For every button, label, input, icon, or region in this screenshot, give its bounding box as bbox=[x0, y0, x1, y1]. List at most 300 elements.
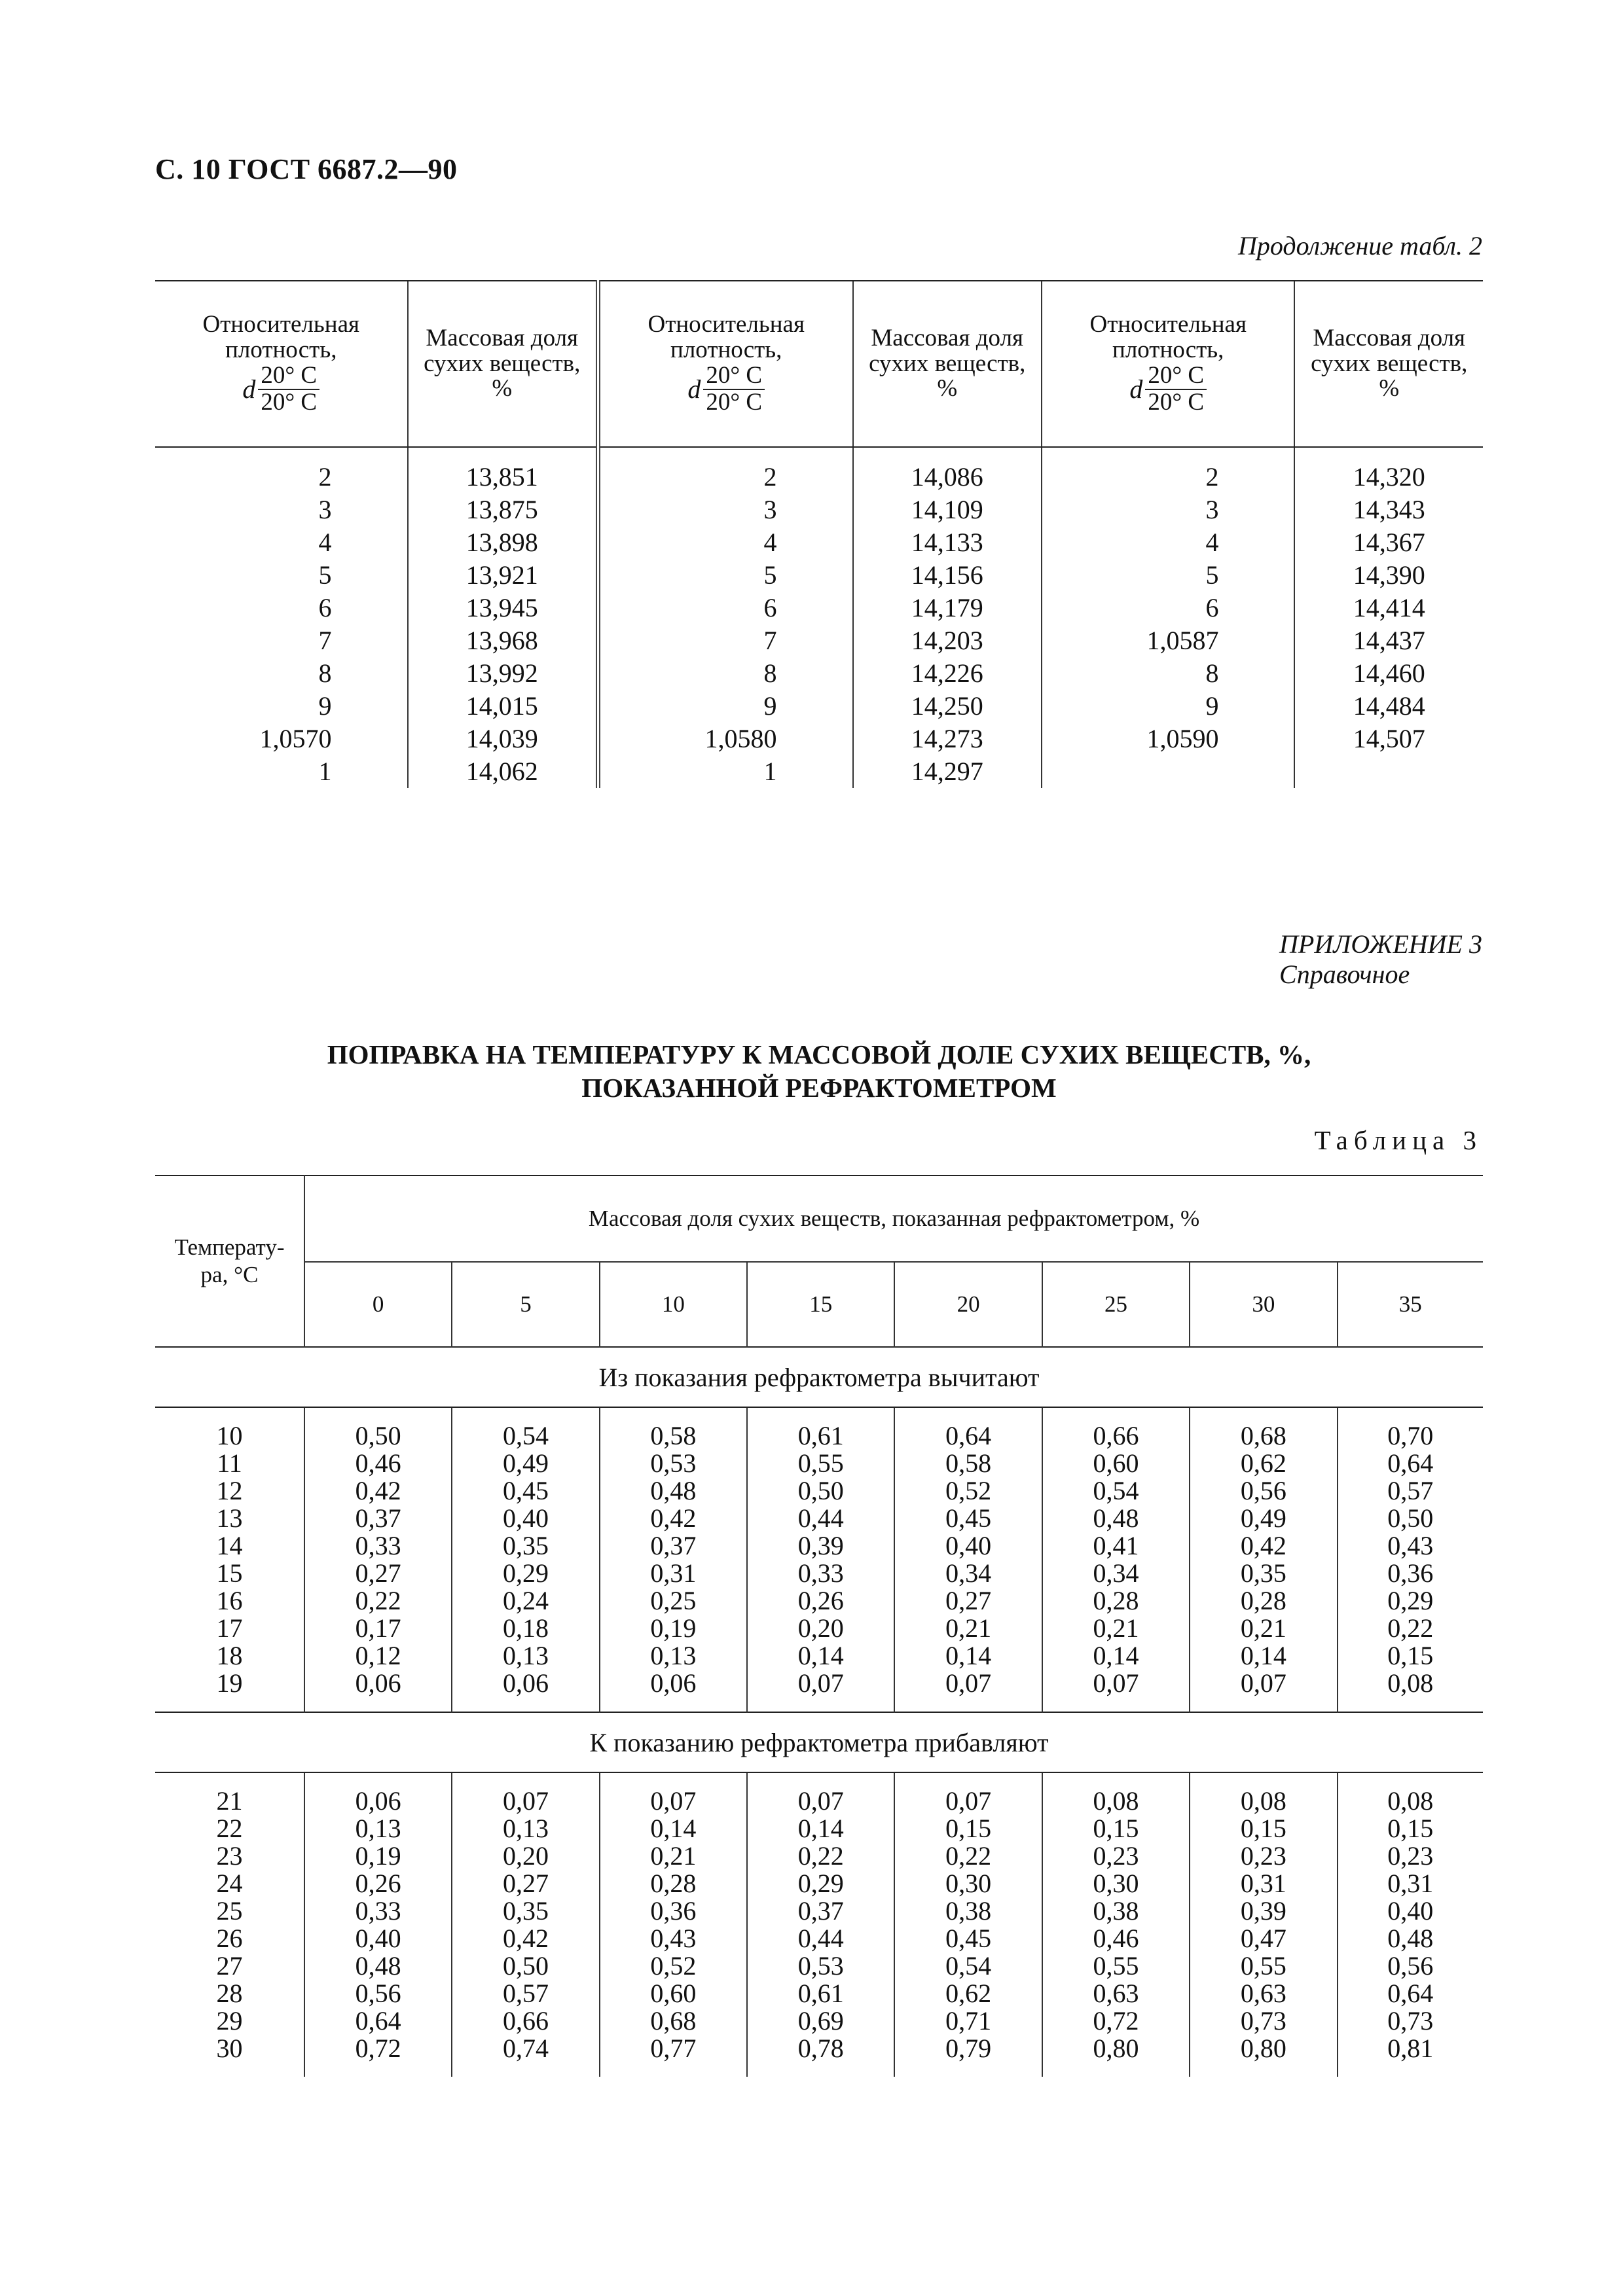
table-row bbox=[155, 1815, 1483, 1842]
correction-cell: 0,62 bbox=[894, 1980, 1042, 2007]
density-cell: 8 bbox=[598, 657, 852, 690]
mass-cell: 13,992 bbox=[408, 657, 598, 690]
table-row bbox=[155, 723, 1483, 755]
mass-cell: 14,015 bbox=[408, 690, 598, 723]
correction-cell: 0,29 bbox=[452, 1560, 599, 1587]
correction-cell: 0,40 bbox=[1338, 1897, 1483, 1925]
table-row bbox=[155, 1642, 1483, 1670]
correction-cell: 0,23 bbox=[1042, 1842, 1190, 1870]
mass-cell: 14,297 bbox=[853, 755, 1042, 788]
temperature-cell: 19 bbox=[155, 1670, 304, 1697]
correction-cell: 0,54 bbox=[452, 1422, 599, 1450]
column-header: 20 bbox=[894, 1262, 1042, 1347]
correction-cell: 0,07 bbox=[894, 1670, 1042, 1697]
correction-cell: 0,42 bbox=[600, 1505, 747, 1532]
correction-cell: 0,54 bbox=[894, 1952, 1042, 1980]
page-header: С. 10 ГОСТ 6687.2—90 bbox=[155, 153, 458, 185]
density-cell: 7 bbox=[598, 624, 852, 657]
correction-cell: 0,55 bbox=[747, 1450, 894, 1477]
density-header-line-1: Относительная bbox=[1089, 311, 1247, 338]
density-symbol: d bbox=[242, 374, 256, 404]
correction-cell: 0,66 bbox=[1042, 1422, 1190, 1450]
correction-cell: 0,22 bbox=[1338, 1615, 1483, 1642]
temperature-cell: 22 bbox=[155, 1815, 304, 1842]
correction-cell: 0,35 bbox=[452, 1532, 599, 1560]
table-row bbox=[155, 1670, 1483, 1697]
correction-cell: 0,18 bbox=[452, 1615, 599, 1642]
spacer-row bbox=[155, 1697, 1483, 1712]
table-row bbox=[155, 1505, 1483, 1532]
density-symbol: d bbox=[1129, 374, 1143, 404]
table-row bbox=[155, 755, 1483, 788]
correction-cell: 0,34 bbox=[894, 1560, 1042, 1587]
correction-cell: 0,13 bbox=[452, 1815, 599, 1842]
correction-cell: 0,50 bbox=[1338, 1505, 1483, 1532]
correction-cell: 0,31 bbox=[1338, 1870, 1483, 1897]
correction-cell: 0,19 bbox=[304, 1842, 452, 1870]
correction-cell: 0,80 bbox=[1190, 2035, 1337, 2062]
table-row bbox=[155, 592, 1483, 624]
column-header: 15 bbox=[747, 1262, 894, 1347]
correction-cell: 0,64 bbox=[1338, 1980, 1483, 2007]
temperature-cell: 28 bbox=[155, 1980, 304, 2007]
correction-cell: 0,08 bbox=[1190, 1787, 1337, 1815]
mass-cell: 14,507 bbox=[1294, 723, 1483, 755]
density-cell: 8 bbox=[1042, 657, 1295, 690]
correction-cell: 0,23 bbox=[1338, 1842, 1483, 1870]
correction-cell: 0,22 bbox=[894, 1842, 1042, 1870]
column-header: 5 bbox=[452, 1262, 599, 1347]
correction-cell: 0,50 bbox=[452, 1952, 599, 1980]
correction-cell: 0,30 bbox=[1042, 1870, 1190, 1897]
density-cell: 5 bbox=[598, 559, 852, 592]
temperature-cell: 12 bbox=[155, 1477, 304, 1505]
correction-cell: 0,48 bbox=[600, 1477, 747, 1505]
temperature-cell: 13 bbox=[155, 1505, 304, 1532]
mass-fraction-span-header: Массовая доля сухих веществ, показанная рефрактометром, % bbox=[304, 1175, 1483, 1262]
density-column-header bbox=[598, 281, 852, 447]
temperature-cell: 24 bbox=[155, 1870, 304, 1897]
mass-column-header bbox=[1294, 281, 1483, 447]
correction-cell: 0,06 bbox=[304, 1670, 452, 1697]
correction-cell: 0,50 bbox=[747, 1477, 894, 1505]
correction-cell: 0,12 bbox=[304, 1642, 452, 1670]
density-cell: 2 bbox=[1042, 447, 1295, 493]
temperature-cell: 30 bbox=[155, 2035, 304, 2062]
correction-cell: 0,20 bbox=[452, 1842, 599, 1870]
correction-cell: 0,60 bbox=[600, 1980, 747, 2007]
table-row bbox=[155, 690, 1483, 723]
correction-cell: 0,44 bbox=[747, 1925, 894, 1952]
correction-cell: 0,61 bbox=[747, 1422, 894, 1450]
correction-cell: 0,52 bbox=[600, 1952, 747, 1980]
correction-cell: 0,64 bbox=[304, 2007, 452, 2035]
density-header-line-2: плотность, bbox=[1112, 336, 1224, 364]
correction-cell: 0,73 bbox=[1338, 2007, 1483, 2035]
density-cell: 7 bbox=[318, 626, 332, 655]
correction-cell: 0,21 bbox=[600, 1842, 747, 1870]
density-cell: 4 bbox=[598, 526, 852, 559]
mass-cell: 13,851 bbox=[408, 447, 598, 493]
correction-cell: 0,42 bbox=[304, 1477, 452, 1505]
mass-header-line-2: сухих веществ, % bbox=[1311, 350, 1468, 403]
mass-header-line-2: сухих веществ, % bbox=[869, 350, 1026, 403]
temperature-cell: 11 bbox=[155, 1450, 304, 1477]
correction-cell: 0,07 bbox=[1190, 1670, 1337, 1697]
correction-cell: 0,68 bbox=[1190, 1422, 1337, 1450]
table-3-label: Таблица 3 bbox=[1314, 1125, 1482, 1155]
density-cell: 9 bbox=[318, 691, 332, 721]
density-cell: 5 bbox=[318, 560, 332, 590]
correction-cell: 0,35 bbox=[452, 1897, 599, 1925]
correction-cell: 0,50 bbox=[304, 1422, 452, 1450]
density-header-line-2: плотность, bbox=[670, 336, 782, 364]
correction-cell: 0,29 bbox=[747, 1870, 894, 1897]
correction-cell: 0,78 bbox=[747, 2035, 894, 2062]
density-header-line-2: плотность, bbox=[225, 336, 337, 364]
correction-cell: 0,26 bbox=[747, 1587, 894, 1615]
correction-cell: 0,27 bbox=[894, 1587, 1042, 1615]
correction-cell: 0,28 bbox=[600, 1870, 747, 1897]
table-row bbox=[155, 493, 1483, 526]
density-numerator: 20° C bbox=[703, 363, 765, 390]
mass-cell: 14,460 bbox=[1294, 657, 1483, 690]
correction-cell: 0,63 bbox=[1190, 1980, 1337, 2007]
column-header: 10 bbox=[600, 1262, 747, 1347]
mass-cell: 13,898 bbox=[408, 526, 598, 559]
density-fraction-box bbox=[258, 363, 319, 416]
correction-cell: 0,33 bbox=[304, 1897, 452, 1925]
correction-cell: 0,14 bbox=[1190, 1642, 1337, 1670]
density-cell: 6 bbox=[318, 593, 332, 622]
spacer-row bbox=[155, 1407, 1483, 1422]
mass-cell: 14,086 bbox=[853, 447, 1042, 493]
correction-cell: 0,64 bbox=[1338, 1450, 1483, 1477]
table-row bbox=[155, 1925, 1483, 1952]
title-line-2: ПОКАЗАННОЙ РЕФРАКТОМЕТРОМ bbox=[581, 1073, 1057, 1103]
correction-cell: 0,13 bbox=[304, 1815, 452, 1842]
mass-cell: 13,945 bbox=[408, 592, 598, 624]
correction-cell: 0,25 bbox=[600, 1587, 747, 1615]
density-fraction-box bbox=[703, 363, 765, 416]
density-cell: 3 bbox=[598, 493, 852, 526]
correction-cell: 0,58 bbox=[600, 1422, 747, 1450]
correction-cell: 0,22 bbox=[747, 1842, 894, 1870]
correction-cell: 0,35 bbox=[1190, 1560, 1337, 1587]
temperature-cell: 23 bbox=[155, 1842, 304, 1870]
correction-cell: 0,40 bbox=[304, 1925, 452, 1952]
correction-cell: 0,45 bbox=[894, 1505, 1042, 1532]
correction-cell: 0,48 bbox=[1042, 1505, 1190, 1532]
correction-cell: 0,47 bbox=[1190, 1925, 1337, 1952]
correction-cell: 0,39 bbox=[1190, 1897, 1337, 1925]
appendix-label bbox=[1279, 929, 1482, 990]
correction-cell: 0,53 bbox=[747, 1952, 894, 1980]
correction-cell: 0,81 bbox=[1338, 2035, 1483, 2062]
correction-cell: 0,40 bbox=[894, 1532, 1042, 1560]
temperature-cell: 21 bbox=[155, 1787, 304, 1815]
correction-cell: 0,74 bbox=[452, 2035, 599, 2062]
correction-cell: 0,61 bbox=[747, 1980, 894, 2007]
correction-cell: 0,31 bbox=[600, 1560, 747, 1587]
mass-cell: 14,226 bbox=[853, 657, 1042, 690]
correction-cell: 0,73 bbox=[1190, 2007, 1337, 2035]
title-line-1: ПОПРАВКА НА ТЕМПЕРАТУРУ К МАССОВОЙ ДОЛЕ СУХИХ ВЕЩЕСТВ, %, bbox=[327, 1039, 1311, 1069]
correction-cell: 0,49 bbox=[452, 1450, 599, 1477]
temperature-cell: 16 bbox=[155, 1587, 304, 1615]
mass-cell: 14,390 bbox=[1294, 559, 1483, 592]
density-cell: 3 bbox=[318, 495, 332, 524]
mass-cell: 14,367 bbox=[1294, 526, 1483, 559]
correction-cell: 0,30 bbox=[894, 1870, 1042, 1897]
table-row bbox=[155, 1980, 1483, 2007]
table-row bbox=[155, 526, 1483, 559]
mass-cell: 13,921 bbox=[408, 559, 598, 592]
correction-cell: 0,36 bbox=[600, 1897, 747, 1925]
density-cell: 6 bbox=[598, 592, 852, 624]
mass-header-line-2: сухих веществ, % bbox=[424, 350, 581, 403]
density-cell: 1,0570 bbox=[259, 724, 332, 753]
density-cell: 3 bbox=[1042, 493, 1295, 526]
correction-cell: 0,69 bbox=[747, 2007, 894, 2035]
correction-cell: 0,14 bbox=[747, 1642, 894, 1670]
section-header-row bbox=[155, 1712, 1483, 1772]
temperature-cell: 10 bbox=[155, 1422, 304, 1450]
section-title: Из показания рефрактометра вычитают bbox=[155, 1347, 1483, 1407]
correction-cell: 0,42 bbox=[452, 1925, 599, 1952]
correction-cell: 0,39 bbox=[747, 1532, 894, 1560]
correction-cell: 0,46 bbox=[1042, 1925, 1190, 1952]
mass-cell bbox=[1294, 755, 1483, 788]
correction-cell: 0,56 bbox=[1190, 1477, 1337, 1505]
mass-cell: 14,437 bbox=[1294, 624, 1483, 657]
mass-cell: 14,109 bbox=[853, 493, 1042, 526]
correction-cell: 0,15 bbox=[1042, 1815, 1190, 1842]
correction-cell: 0,48 bbox=[304, 1952, 452, 1980]
correction-cell: 0,66 bbox=[452, 2007, 599, 2035]
correction-cell: 0,34 bbox=[1042, 1560, 1190, 1587]
density-denominator: 20° C bbox=[1148, 388, 1205, 416]
density-cell: 6 bbox=[1042, 592, 1295, 624]
mass-header-line-1: Массовая доля bbox=[1313, 324, 1466, 351]
correction-cell: 0,28 bbox=[1042, 1587, 1190, 1615]
correction-cell: 0,62 bbox=[1190, 1450, 1337, 1477]
table-row bbox=[155, 1450, 1483, 1477]
correction-cell: 0,17 bbox=[304, 1615, 452, 1642]
correction-cell: 0,72 bbox=[304, 2035, 452, 2062]
mass-cell: 14,062 bbox=[408, 755, 598, 788]
density-cell: 9 bbox=[598, 690, 852, 723]
correction-cell: 0,29 bbox=[1338, 1587, 1483, 1615]
mass-header-line-1: Массовая доля bbox=[426, 324, 579, 351]
table-2-header-row bbox=[155, 281, 1483, 447]
table-row bbox=[155, 1477, 1483, 1505]
temperature-header-line-2: ра, °С bbox=[200, 1262, 259, 1287]
table-2-continuation bbox=[155, 280, 1483, 788]
table-row bbox=[155, 657, 1483, 690]
correction-cell: 0,06 bbox=[304, 1787, 452, 1815]
density-denominator: 20° C bbox=[706, 388, 763, 416]
table-row bbox=[155, 2035, 1483, 2062]
density-cell: 8 bbox=[318, 658, 332, 688]
correction-cell: 0,14 bbox=[600, 1815, 747, 1842]
density-cell: 2 bbox=[318, 462, 332, 492]
correction-cell: 0,23 bbox=[1190, 1842, 1337, 1870]
column-header: 30 bbox=[1190, 1262, 1337, 1347]
correction-cell: 0,31 bbox=[1190, 1870, 1337, 1897]
correction-cell: 0,49 bbox=[1190, 1505, 1337, 1532]
correction-cell: 0,36 bbox=[1338, 1560, 1483, 1587]
mass-cell: 14,343 bbox=[1294, 493, 1483, 526]
table-continuation-label: Продолжение табл. 2 bbox=[1237, 231, 1482, 260]
table-row bbox=[155, 1870, 1483, 1897]
density-cell: 4 bbox=[1042, 526, 1295, 559]
table-row bbox=[155, 1842, 1483, 1870]
correction-cell: 0,27 bbox=[452, 1870, 599, 1897]
mass-cell: 14,156 bbox=[853, 559, 1042, 592]
temperature-cell: 27 bbox=[155, 1952, 304, 1980]
correction-cell: 0,21 bbox=[1042, 1615, 1190, 1642]
temperature-cell: 25 bbox=[155, 1897, 304, 1925]
density-fraction bbox=[1129, 363, 1207, 416]
correction-cell: 0,80 bbox=[1042, 2035, 1190, 2062]
correction-cell: 0,07 bbox=[747, 1670, 894, 1697]
density-cell: 4 bbox=[318, 528, 332, 557]
mass-cell: 14,250 bbox=[853, 690, 1042, 723]
density-fraction-box bbox=[1145, 363, 1207, 416]
correction-cell: 0,07 bbox=[747, 1787, 894, 1815]
table-row bbox=[155, 2007, 1483, 2035]
correction-cell: 0,07 bbox=[452, 1787, 599, 1815]
correction-cell: 0,21 bbox=[894, 1615, 1042, 1642]
table-row bbox=[155, 1587, 1483, 1615]
density-cell: 1,0587 bbox=[1042, 624, 1295, 657]
table-row bbox=[155, 1615, 1483, 1642]
mass-cell: 14,273 bbox=[853, 723, 1042, 755]
section-header-row bbox=[155, 1347, 1483, 1407]
correction-cell: 0,38 bbox=[1042, 1897, 1190, 1925]
correction-cell: 0,64 bbox=[894, 1422, 1042, 1450]
mass-cell: 14,179 bbox=[853, 592, 1042, 624]
correction-cell: 0,08 bbox=[1338, 1787, 1483, 1815]
correction-cell: 0,06 bbox=[452, 1670, 599, 1697]
correction-cell: 0,45 bbox=[452, 1477, 599, 1505]
density-cell: 5 bbox=[1042, 559, 1295, 592]
density-cell: 9 bbox=[1042, 690, 1295, 723]
table-row bbox=[155, 1787, 1483, 1815]
density-cell: 1,0580 bbox=[598, 723, 852, 755]
correction-cell: 0,15 bbox=[894, 1815, 1042, 1842]
mass-column-header bbox=[408, 281, 598, 447]
temperature-header-line-1: Температу- bbox=[174, 1234, 285, 1260]
density-column-header bbox=[155, 281, 408, 447]
temperature-cell: 17 bbox=[155, 1615, 304, 1642]
spacer-row bbox=[155, 1772, 1483, 1787]
table-row bbox=[155, 1532, 1483, 1560]
correction-cell: 0,71 bbox=[894, 2007, 1042, 2035]
correction-cell: 0,07 bbox=[1042, 1670, 1190, 1697]
correction-cell: 0,43 bbox=[600, 1925, 747, 1952]
correction-cell: 0,55 bbox=[1042, 1952, 1190, 1980]
correction-cell: 0,21 bbox=[1190, 1615, 1337, 1642]
density-symbol: d bbox=[687, 374, 701, 404]
correction-cell: 0,33 bbox=[747, 1560, 894, 1587]
mass-cell: 14,133 bbox=[853, 526, 1042, 559]
density-fraction bbox=[242, 363, 319, 416]
temperature-cell: 26 bbox=[155, 1925, 304, 1952]
correction-cell: 0,26 bbox=[304, 1870, 452, 1897]
table-row bbox=[155, 559, 1483, 592]
correction-cell: 0,60 bbox=[1042, 1450, 1190, 1477]
density-header-line-1: Относительная bbox=[202, 311, 360, 338]
correction-cell: 0,24 bbox=[452, 1587, 599, 1615]
correction-cell: 0,53 bbox=[600, 1450, 747, 1477]
temperature-cell: 14 bbox=[155, 1532, 304, 1560]
table-row bbox=[155, 1897, 1483, 1925]
density-cell: 1,0590 bbox=[1042, 723, 1295, 755]
correction-cell: 0,15 bbox=[1338, 1642, 1483, 1670]
correction-cell: 0,27 bbox=[304, 1560, 452, 1587]
correction-cell: 0,55 bbox=[1190, 1952, 1337, 1980]
mass-header-line-1: Массовая доля bbox=[871, 324, 1024, 351]
mass-cell: 14,320 bbox=[1294, 447, 1483, 493]
correction-cell: 0,06 bbox=[600, 1670, 747, 1697]
mass-cell: 14,484 bbox=[1294, 690, 1483, 723]
density-numerator: 20° C bbox=[258, 363, 319, 390]
correction-cell: 0,77 bbox=[600, 2035, 747, 2062]
correction-cell: 0,46 bbox=[304, 1450, 452, 1477]
correction-cell: 0,37 bbox=[600, 1532, 747, 1560]
mass-cell: 14,414 bbox=[1294, 592, 1483, 624]
correction-cell: 0,14 bbox=[1042, 1642, 1190, 1670]
table-3 bbox=[155, 1175, 1483, 2077]
density-numerator: 20° C bbox=[1145, 363, 1207, 390]
table-row bbox=[155, 447, 1483, 493]
correction-cell: 0,13 bbox=[452, 1642, 599, 1670]
correction-cell: 0,22 bbox=[304, 1587, 452, 1615]
column-header: 35 bbox=[1338, 1262, 1483, 1347]
appendix-number: ПРИЛОЖЕНИЕ 3 bbox=[1279, 929, 1482, 959]
correction-cell: 0,58 bbox=[894, 1450, 1042, 1477]
column-header: 25 bbox=[1042, 1262, 1190, 1347]
correction-cell: 0,07 bbox=[600, 1787, 747, 1815]
temperature-cell: 29 bbox=[155, 2007, 304, 2035]
correction-cell: 0,20 bbox=[747, 1615, 894, 1642]
correction-cell: 0,15 bbox=[1190, 1815, 1337, 1842]
correction-cell: 0,57 bbox=[1338, 1477, 1483, 1505]
correction-cell: 0,43 bbox=[1338, 1532, 1483, 1560]
correction-cell: 0,38 bbox=[894, 1897, 1042, 1925]
column-header: 0 bbox=[304, 1262, 452, 1347]
mass-cell: 13,968 bbox=[408, 624, 598, 657]
correction-cell: 0,52 bbox=[894, 1477, 1042, 1505]
density-cell: 1 bbox=[598, 755, 852, 788]
correction-cell: 0,48 bbox=[1338, 1925, 1483, 1952]
density-column-header bbox=[1042, 281, 1295, 447]
correction-cell: 0,41 bbox=[1042, 1532, 1190, 1560]
density-header-line-1: Относительная bbox=[647, 311, 805, 338]
correction-cell: 0,08 bbox=[1338, 1670, 1483, 1697]
correction-cell: 0,37 bbox=[747, 1897, 894, 1925]
correction-cell: 0,44 bbox=[747, 1505, 894, 1532]
correction-cell: 0,37 bbox=[304, 1505, 452, 1532]
density-fraction bbox=[687, 363, 765, 416]
temperature-cell: 15 bbox=[155, 1560, 304, 1587]
correction-cell: 0,28 bbox=[1190, 1587, 1337, 1615]
table-row bbox=[155, 1422, 1483, 1450]
table-row bbox=[155, 1952, 1483, 1980]
density-cell: 2 bbox=[598, 447, 852, 493]
